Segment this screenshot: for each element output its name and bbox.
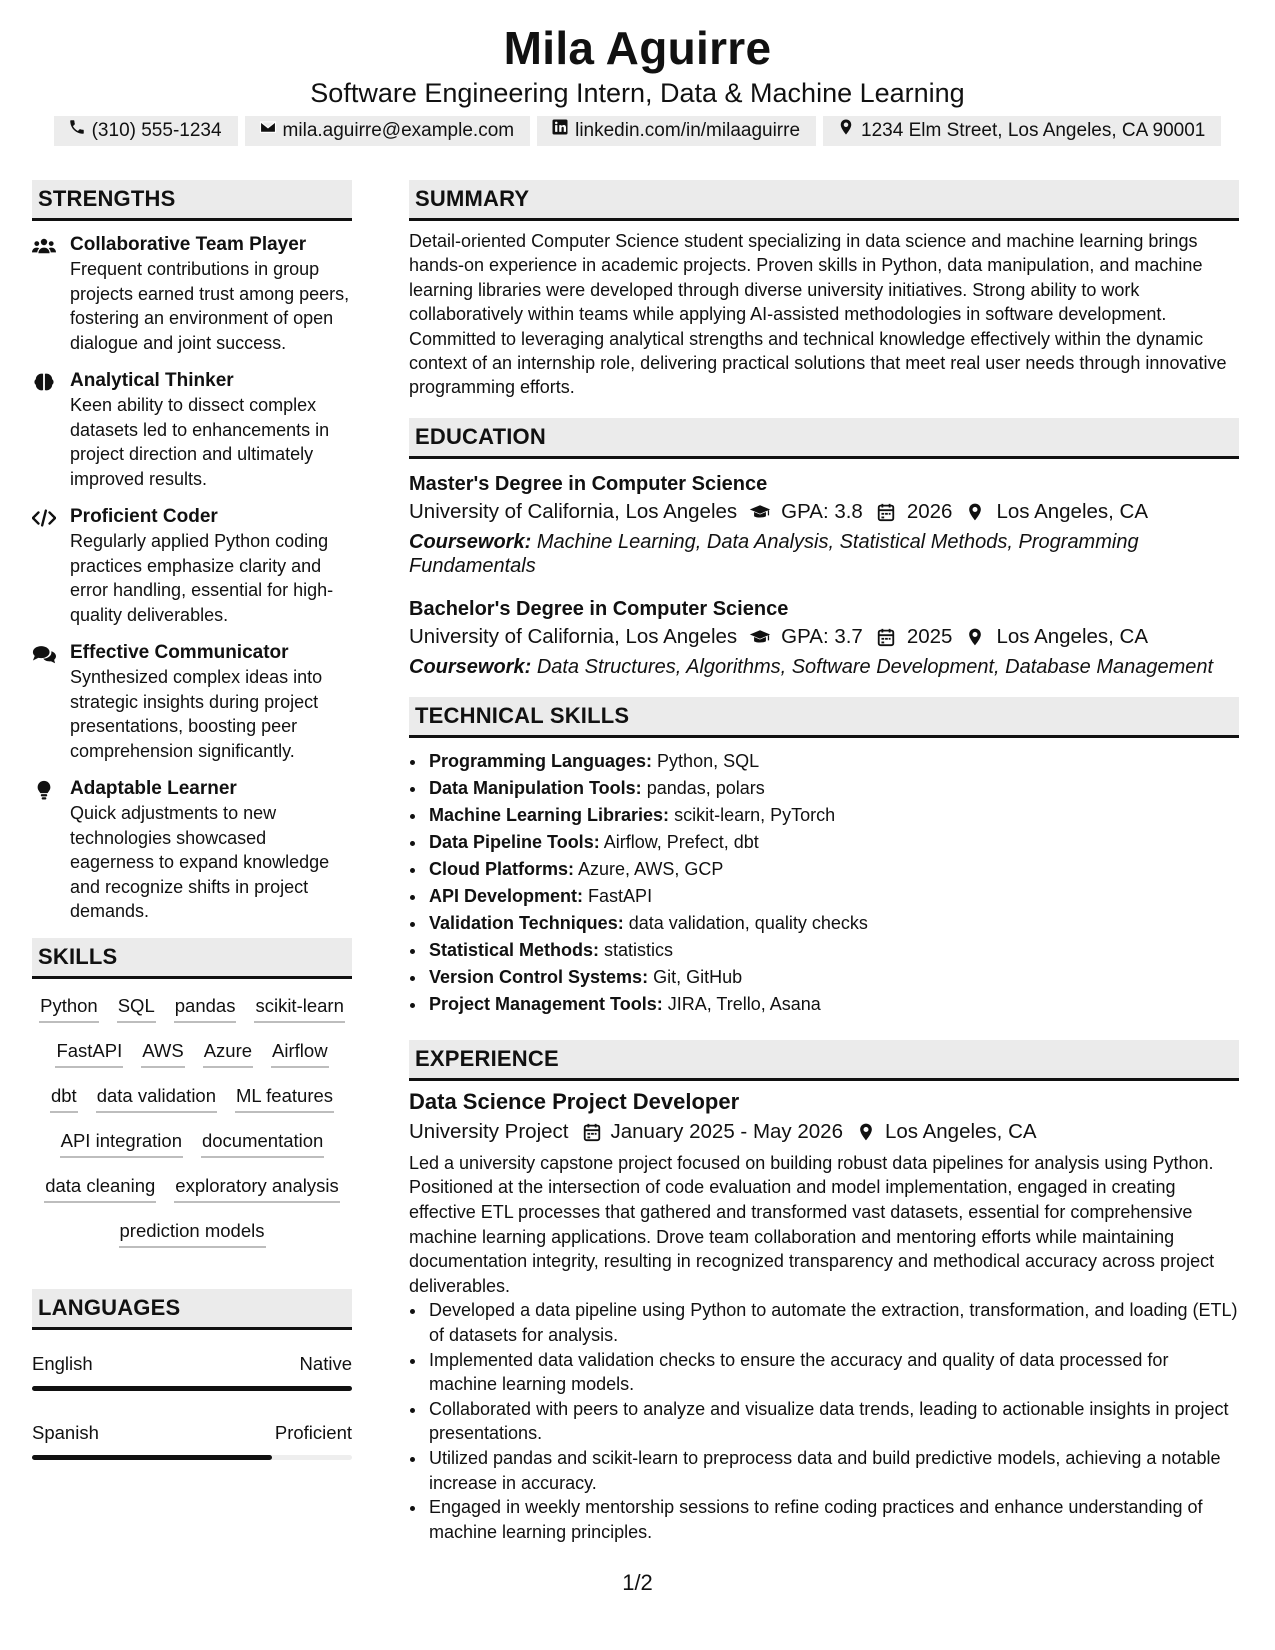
skill-tag: scikit-learn [254, 993, 344, 1023]
list-item [427, 748, 1239, 775]
location-icon [837, 116, 855, 146]
code-icon [32, 505, 70, 627]
skill-tag: prediction models [119, 1218, 266, 1248]
contact-bar [0, 116, 1275, 146]
summary-heading: SUMMARY [409, 180, 1239, 221]
job-title: Data Science Project Developer [409, 1088, 740, 1114]
list-item [427, 910, 1239, 937]
list-item: • Implemented data validation checks to ensure the accuracy and quality of data processed for machine learning models. [427, 1348, 1239, 1397]
graduation-cap-icon [749, 627, 771, 647]
lightbulb-icon [32, 777, 70, 924]
school-location: Los Angeles, CA [996, 624, 1149, 648]
graduation-cap-icon [749, 502, 771, 522]
location-icon [964, 627, 986, 647]
skill-values: Airflow, Prefect, dbt [603, 831, 759, 852]
contact-phone[interactable] [54, 116, 238, 146]
education-meta [409, 622, 1239, 652]
strength-desc: Regularly applied Python coding practices emphasize clarity and error handling, essential for high-quality deliverables. [70, 531, 334, 625]
job-description: Led a university capstone project focused on building robust data pipelines for analysis using Python. Positioned at the intersection of code evaluation and model implementation, engaged in creating effective ETL processes that gathered and transformed vast datasets, essential for comprehensive machine learning applications. Drove team collaboration and mentoring efforts while maintaining documentation integrity, resulting in recognized transparency and methodical accuracy across project deliverables. [409, 1152, 1215, 1296]
skill-values: Python, SQL [657, 750, 760, 771]
strengths-heading: STRENGTHS [32, 180, 352, 221]
list-item [427, 802, 1239, 829]
technical-skills-heading: TECHNICAL SKILLS [409, 697, 1239, 738]
job-dates: January 2025 - May 2026 [610, 1119, 843, 1143]
job-location: Los Angeles, CA [884, 1119, 1037, 1143]
language-name: English [32, 1352, 93, 1374]
education-list [409, 471, 1239, 679]
contact-email-text: mila.aguirre@example.com [282, 120, 515, 141]
resume-header [0, 0, 1275, 146]
gpa: GPA: 3.8 [781, 499, 863, 523]
language-name: Spanish [32, 1421, 99, 1443]
list-item [427, 775, 1239, 802]
location-icon [964, 502, 986, 522]
skill-values: Git, GitHub [653, 966, 743, 987]
skill-values: statistics [604, 939, 674, 960]
contact-linkedin-text: linkedin.com/in/milaaguirre [575, 120, 801, 141]
languages-list [32, 1352, 352, 1460]
coursework [409, 655, 1239, 679]
skill-values: JIRA, Trello, Asana [667, 993, 821, 1014]
strength-item [32, 369, 352, 491]
skill-tag: FastAPI [55, 1038, 123, 1068]
right-column [409, 180, 1239, 1544]
skill-tag: SQL [117, 993, 156, 1023]
school-location: Los Angeles, CA [996, 499, 1149, 523]
strength-desc: Keen ability to dissect complex datasets led to enhancements in project direction and ultimately improved results. [70, 395, 330, 489]
skill-category: Project Management Tools: [429, 993, 663, 1014]
list-item [427, 856, 1239, 883]
technical-skills-list [409, 748, 1239, 1018]
language-level: Native [299, 1352, 352, 1374]
job-bullets [409, 1298, 1239, 1544]
skills-row [32, 1173, 352, 1218]
skills-heading: SKILLS [32, 938, 352, 979]
candidate-title: Software Engineering Intern, Data & Machine Learning [310, 78, 965, 108]
skill-category: Programming Languages: [429, 750, 653, 771]
strength-desc: Synthesized complex ideas into strategic insights during project presentations, boosting peer comprehension significantly. [70, 667, 323, 761]
school-name: University of California, Los Angeles [409, 624, 738, 648]
contact-email[interactable] [245, 116, 531, 146]
strength-desc: Quick adjustments to new technologies showcased eagerness to expand knowledge and recognize shifts in project demands. [70, 803, 330, 921]
calendar-icon [581, 1122, 603, 1142]
skills-row [32, 1128, 352, 1173]
contact-address-text: 1234 Elm Street, Los Angeles, CA 90001 [861, 120, 1206, 141]
skills-row [32, 1038, 352, 1083]
skill-category: Validation Techniques: [429, 912, 624, 933]
list-item [427, 991, 1239, 1018]
list-item [427, 937, 1239, 964]
skills-tags [32, 993, 352, 1263]
education-meta [409, 497, 1239, 527]
skill-category: API Development: [429, 885, 584, 906]
skill-category: Data Pipeline Tools: [429, 831, 600, 852]
users-icon [32, 233, 70, 355]
language-bar-fill [32, 1386, 352, 1391]
skill-category: Machine Learning Libraries: [429, 804, 670, 825]
summary-text: Detail-oriented Computer Science student specializing in data science and machine learning brings hands-on experience in academic projects. Proven skills in Python, data manipulation, and machine learning libraries were developed through diverse university initiatives. Strong ability to work collaboratively within teams while applying AI-assisted methodologies in software development. Committed to leveraging analytical strengths and technical knowledge effectively within the dynamic context of an internship role, delivering practical solutions that meet real user needs through innovative programming efforts. [409, 231, 1227, 398]
degree-title: Bachelor's Degree in Computer Science [409, 597, 789, 620]
skill-tag: data validation [96, 1083, 217, 1113]
skill-tag: ML features [235, 1083, 334, 1113]
skill-values: Azure, AWS, GCP [578, 858, 724, 879]
skill-category: Version Control Systems: [429, 966, 649, 987]
language-item [32, 1421, 352, 1460]
contact-phone-text: (310) 555-1234 [91, 120, 222, 141]
left-column [32, 180, 352, 1490]
coursework-label: Coursework: [409, 530, 532, 553]
education-heading: EDUCATION [409, 418, 1239, 459]
language-item [32, 1352, 352, 1391]
comments-icon [32, 641, 70, 763]
page-number: 1/2 [622, 1570, 653, 1595]
coursework-list: Data Structures, Algorithms, Software Development, Database Management [536, 655, 1214, 678]
linkedin-icon [551, 116, 569, 146]
job-meta [409, 1117, 1239, 1147]
list-item: • Utilized pandas and scikit-learn to preprocess data and build predictive models, achieving a notable increase in accuracy. [427, 1446, 1239, 1495]
skill-tag: exploratory analysis [174, 1173, 340, 1203]
strength-desc: Frequent contributions in group projects earned trust among peers, fostering an environment of open dialogue and joint success. [70, 259, 350, 353]
skill-tag: Python [39, 993, 99, 1023]
coursework-list: Machine Learning, Data Analysis, Statistical Methods, Programming Fundamentals [409, 530, 1139, 577]
calendar-icon [875, 502, 897, 522]
strength-item [32, 777, 352, 924]
degree-title: Master's Degree in Computer Science [409, 472, 768, 495]
skill-tag: API integration [60, 1128, 183, 1158]
strength-item [32, 233, 352, 355]
skill-values: scikit-learn, PyTorch [674, 804, 836, 825]
candidate-name: Mila Aguirre [503, 22, 772, 74]
education-item [409, 471, 1239, 578]
strength-item [32, 505, 352, 627]
skill-tag: AWS [141, 1038, 184, 1068]
list-item [427, 964, 1239, 991]
graduation-year: 2025 [906, 624, 953, 648]
phone-icon [68, 116, 86, 146]
calendar-icon [875, 627, 897, 647]
skill-values: pandas, polars [646, 777, 765, 798]
experience-item [409, 1087, 1239, 1545]
skills-row [32, 1218, 352, 1263]
strength-title: Proficient Coder [70, 506, 218, 527]
skills-row [32, 1083, 352, 1128]
skill-tag: pandas [174, 993, 237, 1023]
list-item: • Developed a data pipeline using Python to automate the extraction, transformation, and loading (ETL) of datasets for analysis. [427, 1298, 1239, 1347]
language-level: Proficient [274, 1421, 352, 1443]
strength-title: Adaptable Learner [70, 778, 237, 799]
coursework [409, 530, 1239, 578]
skills-row [32, 993, 352, 1038]
strength-item [32, 641, 352, 763]
graduation-year: 2026 [906, 499, 953, 523]
location-icon [855, 1122, 877, 1142]
language-bar [32, 1455, 352, 1460]
skill-tag: data cleaning [44, 1173, 156, 1203]
language-bar [32, 1386, 352, 1391]
education-item [409, 596, 1239, 679]
skill-category: Cloud Platforms: [429, 858, 575, 879]
languages-heading: LANGUAGES [32, 1289, 352, 1330]
list-item: • Engaged in weekly mentorship sessions to refine coding practices and enhance understanding of machine learning principles. [427, 1495, 1239, 1544]
list-item [427, 829, 1239, 856]
contact-address [823, 116, 1221, 146]
skill-tag: Airflow [271, 1038, 329, 1068]
gpa: GPA: 3.7 [781, 624, 863, 648]
experience-heading: EXPERIENCE [409, 1040, 1239, 1081]
school-name: University of California, Los Angeles [409, 499, 738, 523]
mail-icon [259, 116, 277, 146]
coursework-label: Coursework: [409, 655, 532, 678]
skill-tag: Azure [203, 1038, 253, 1068]
skill-values: FastAPI [588, 885, 653, 906]
skill-category: Data Manipulation Tools: [429, 777, 642, 798]
skill-values: data validation, quality checks [628, 912, 868, 933]
brain-icon [32, 369, 70, 491]
strength-title: Analytical Thinker [70, 370, 234, 391]
strength-title: Collaborative Team Player [70, 234, 307, 255]
skill-tag: documentation [201, 1128, 324, 1158]
contact-linkedin[interactable] [537, 116, 816, 146]
list-item: • Collaborated with peers to analyze and visualize data trends, leading to actionable insights in project presentations. [427, 1397, 1239, 1446]
list-item [427, 883, 1239, 910]
skill-tag: dbt [50, 1083, 78, 1113]
skill-category: Statistical Methods: [429, 939, 600, 960]
strengths-list [32, 233, 352, 924]
language-bar-fill [32, 1455, 272, 1460]
job-org: University Project [409, 1119, 569, 1143]
strength-title: Effective Communicator [70, 642, 289, 663]
